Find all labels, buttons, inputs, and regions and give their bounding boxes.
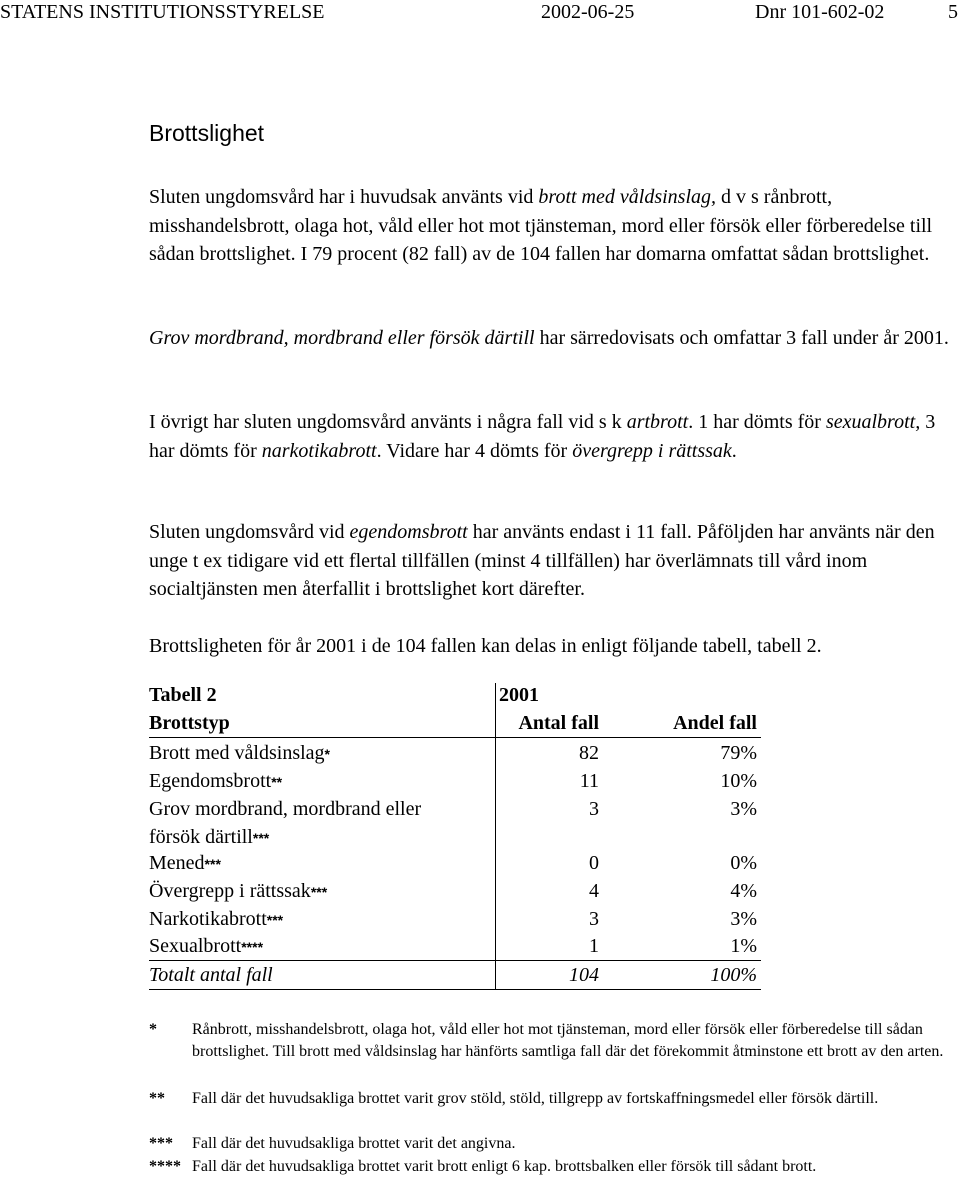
- header-organization: STATENS INSTITUTIONSSTYRELSE: [0, 1, 325, 23]
- row-footnote-marker: ***: [204, 856, 221, 872]
- table-row-label: [149, 851, 489, 876]
- header-date: 2002-06-25: [541, 1, 635, 23]
- table-row-share: 3%: [730, 798, 757, 820]
- table-header-share: Andel fall: [673, 712, 757, 734]
- row-label-text: Sexualbrott: [149, 935, 242, 957]
- table-row-share: 79%: [720, 742, 757, 764]
- table-row-label: [149, 934, 489, 959]
- table-row-label-continued: [149, 825, 489, 850]
- footnote-marker: **: [149, 1090, 165, 1107]
- header-reference-number: Dnr 101-602-02: [755, 1, 885, 23]
- table-row-label: [149, 879, 489, 904]
- table-total-label: Totalt antal fall: [149, 964, 273, 986]
- row-label-text: försök därtill: [149, 826, 253, 848]
- footnote-text: Rånbrott, misshandelsbrott, olaga hot, våld eller hot mot tjänsteman, mord eller försök eller förberedelse till sådan brottslighet. Till brott med våldsinslag har hänförts samtliga fall där det förekommit åtminstone ett brott av den arten.: [192, 1021, 944, 1060]
- row-footnote-marker: ***: [266, 912, 284, 928]
- footnote: [149, 1133, 960, 1155]
- paragraph-arson: [149, 324, 960, 353]
- footnote-text: Fall där det huvudsakliga brottet varit grov stöld, stöld, tillgrepp av fortskaffningsmedel eller försök därtill.: [192, 1090, 879, 1107]
- p1-text-a: Sluten ungdomsvård har i huvudsak använts vid: [149, 186, 539, 208]
- header-page-number: 5: [948, 1, 958, 23]
- table-row-share: 0%: [730, 852, 757, 874]
- table-header-count: Antal fall: [518, 712, 599, 734]
- p4-emphasis-egendomsbrott: egendomsbrott: [349, 521, 468, 543]
- footnote-text: Fall där det huvudsakliga brottet varit det angivna.: [192, 1135, 516, 1152]
- paragraph-table-intro: Brottsligheten för år 2001 i de 104 fallen kan delas in enligt följande tabell, tabell 2.: [149, 635, 822, 657]
- section-title: Brottslighet: [149, 120, 265, 146]
- table-row-label: Grov mordbrand, mordbrand eller: [149, 798, 422, 820]
- footnote-text: Fall där det huvudsakliga brottet varit brott enligt 6 kap. brottsbalken eller försök till sådant brott.: [192, 1158, 817, 1175]
- table-bottom-rule: [149, 989, 761, 990]
- table-header-type: Brottstyp: [149, 712, 230, 734]
- paragraph-property-crime: [149, 518, 960, 604]
- table-total-count: 104: [569, 964, 599, 986]
- row-label-text: Narkotikabrott: [149, 908, 267, 930]
- row-label-text: Mened: [149, 852, 205, 874]
- table-header-rule: [149, 737, 761, 738]
- table-row-count: 0: [589, 852, 599, 874]
- table-caption: Tabell 2: [149, 684, 217, 706]
- table-row-count: 1: [589, 935, 599, 957]
- row-footnote-marker: *: [324, 746, 330, 762]
- p3-text-g: . Vidare har 4 dömts för: [376, 439, 573, 462]
- p2-text-b: har särredovisats och omfattar 3 fall under år 2001.: [534, 327, 949, 349]
- crime-table: [149, 683, 761, 993]
- row-label-text: Brott med våldsinslag: [149, 742, 325, 764]
- table-row-share: 3%: [730, 908, 757, 930]
- p3-emphasis-sexualbrott: sexualbrott,: [825, 411, 921, 433]
- p3-emphasis-artbrott: artbrott: [626, 411, 689, 433]
- footnote-marker: ***: [149, 1135, 173, 1152]
- row-label-text: Egendomsbrott: [149, 770, 272, 792]
- row-footnote-marker: **: [271, 774, 283, 790]
- footnote-marker: ****: [149, 1158, 181, 1175]
- table-total-share: 100%: [710, 964, 757, 986]
- paragraph-violent-crime: [149, 183, 960, 269]
- table-row-count: 11: [579, 770, 599, 792]
- p3-emphasis-overgrepp: övergrepp i rättssak: [572, 439, 732, 462]
- row-label-text: Övergrepp i rättssak: [149, 880, 311, 902]
- table-row-label: [149, 907, 489, 932]
- p1-text-c: d v s rånbrott, misshandelsbrott, olaga hot, våld eller hot mot tjänsteman, mord eller försök eller förberedelse till sådan brottslighet. I 79 procent (82 fall) av de 104 fallen har domarna omfattat sådan brottslighet.: [149, 186, 933, 265]
- row-footnote-marker: ***: [310, 884, 328, 900]
- footnote-marker: *: [149, 1021, 157, 1038]
- p1-emphasis-violent-crime: brott med våldsinslag,: [538, 186, 716, 208]
- p3-text-a: I övrigt har sluten ungdomsvård använts i några fall vid s k: [149, 411, 627, 433]
- table-row-label: [149, 769, 489, 794]
- table-total-rule: [149, 960, 761, 961]
- table-row-share: 1%: [730, 935, 757, 957]
- footnote: [149, 1019, 960, 1063]
- p3-text-i: .: [731, 439, 737, 462]
- table-row-count: 3: [589, 798, 599, 820]
- p4-text-c: har använts endast i 11 fall. Påföljden har använts när den unge t ex tidigare vid ett flertal tillfällen (minst 4 tillfällen) har överlämnats till vård inom socialtjänsten men återfallit i brottslighet kort därefter.: [149, 521, 935, 600]
- p3-text-c: . 1 har dömts för: [688, 411, 826, 433]
- p3-text-e: 3 har dömts för: [149, 411, 936, 462]
- table-row-label: [149, 741, 489, 766]
- table-row-count: 82: [579, 742, 599, 764]
- table-row-share: 4%: [730, 880, 757, 902]
- p2-emphasis-arson: Grov mordbrand, mordbrand eller försök därtill: [149, 327, 535, 349]
- p3-emphasis-narkotikabrott: narkotikabrott: [261, 439, 377, 462]
- footnote: [149, 1156, 960, 1178]
- footnote: [149, 1088, 960, 1110]
- row-footnote-marker: ***: [252, 830, 270, 846]
- table-row-share: 10%: [720, 770, 757, 792]
- paragraph-other-crimes: [149, 408, 960, 465]
- row-footnote-marker: ****: [241, 939, 264, 955]
- table-row-count: 3: [589, 908, 599, 930]
- page-header: [0, 0, 960, 26]
- table-year: 2001: [499, 684, 539, 706]
- p4-text-a: Sluten ungdomsvård vid: [149, 521, 350, 543]
- table-row-count: 4: [589, 880, 599, 902]
